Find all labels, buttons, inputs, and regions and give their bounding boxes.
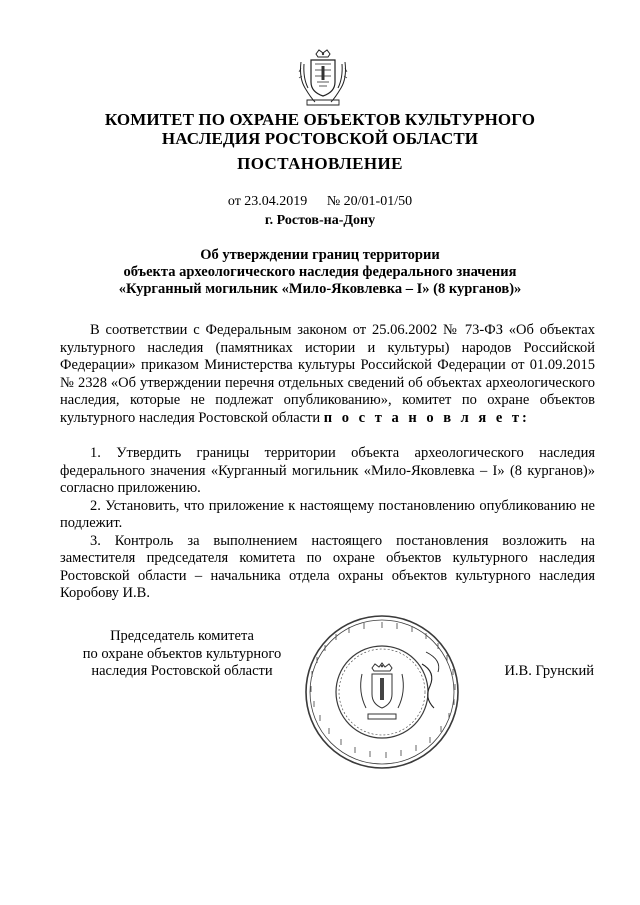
preamble-text: В соответствии с Федеральным законом от 25.06.2002 № 73-ФЗ «Об объектах культурного наследия (памятниках истории и культуры) народов Российской Федерации» приказом Министерства культуры Российской Федерации от 01.09.2015 № 2328 «Об утверждении перечня отдельных сведений об объектах археологического наследия, которые не подлежат опубликованию», комитет по охране объектов культурного наследия Ростовской области [60, 322, 595, 426]
document-date: от 23.04.2019 [227, 194, 308, 209]
date-number-line [0, 194, 640, 210]
item-1: 1. Утвердить границы территории объекта археологического наследия федерального значения «Курганный могильник «Мило-Яковлевка – I» (8 курганов)» согласно приложению. [60, 445, 595, 496]
subject-line1: Об утверждении границ территории [200, 247, 440, 263]
organization-name [0, 110, 640, 148]
signatory-title [62, 628, 302, 681]
signatory-title-line3: наследия Ростовской области [91, 663, 273, 679]
item-2: 2. Установить, что приложение к настоящему постановлению опубликованию не подлежит. [60, 497, 595, 531]
subject-line3: «Курганный могильник «Мило-Яковлевка – I» (8 курганов)» [118, 281, 522, 297]
organization-name-line2: НАСЛЕДИЯ РОСТОВСКОЙ ОБЛАСТИ [161, 129, 479, 148]
signatory-name: И.В. Грунский [504, 663, 594, 679]
document-number: № 20/01-01/50 [326, 194, 413, 209]
document-type: ПОСТАНОВЛЕНИЕ [237, 154, 403, 173]
preamble-paragraph [60, 322, 595, 427]
subject-line2: объекта археологического наследия федерального значения [123, 264, 517, 280]
signatory-title-line1: Председатель комитета [110, 628, 254, 644]
document-body [60, 322, 595, 603]
item-3: 3. Контроль за выполнением настоящего постановления возложить на заместителя председателя комитета по охране объектов культурного наследия Ростовской области – начальника отдела охраны объектов культурного наследия Коробову И.В. [60, 532, 595, 601]
document-subject [60, 247, 580, 298]
coat-of-arms-icon [297, 48, 349, 108]
document-city: г. Ростов-на-Дону [264, 213, 376, 228]
organization-name-line1: КОМИТЕТ ПО ОХРАНЕ ОБЪЕКТОВ КУЛЬТУРНОГО [104, 110, 536, 129]
signatory-title-line2: по охране объектов культурного [82, 645, 282, 662]
official-seal-icon [302, 612, 462, 772]
decree-word: п о с т а н о в л я е т: [323, 409, 530, 426]
